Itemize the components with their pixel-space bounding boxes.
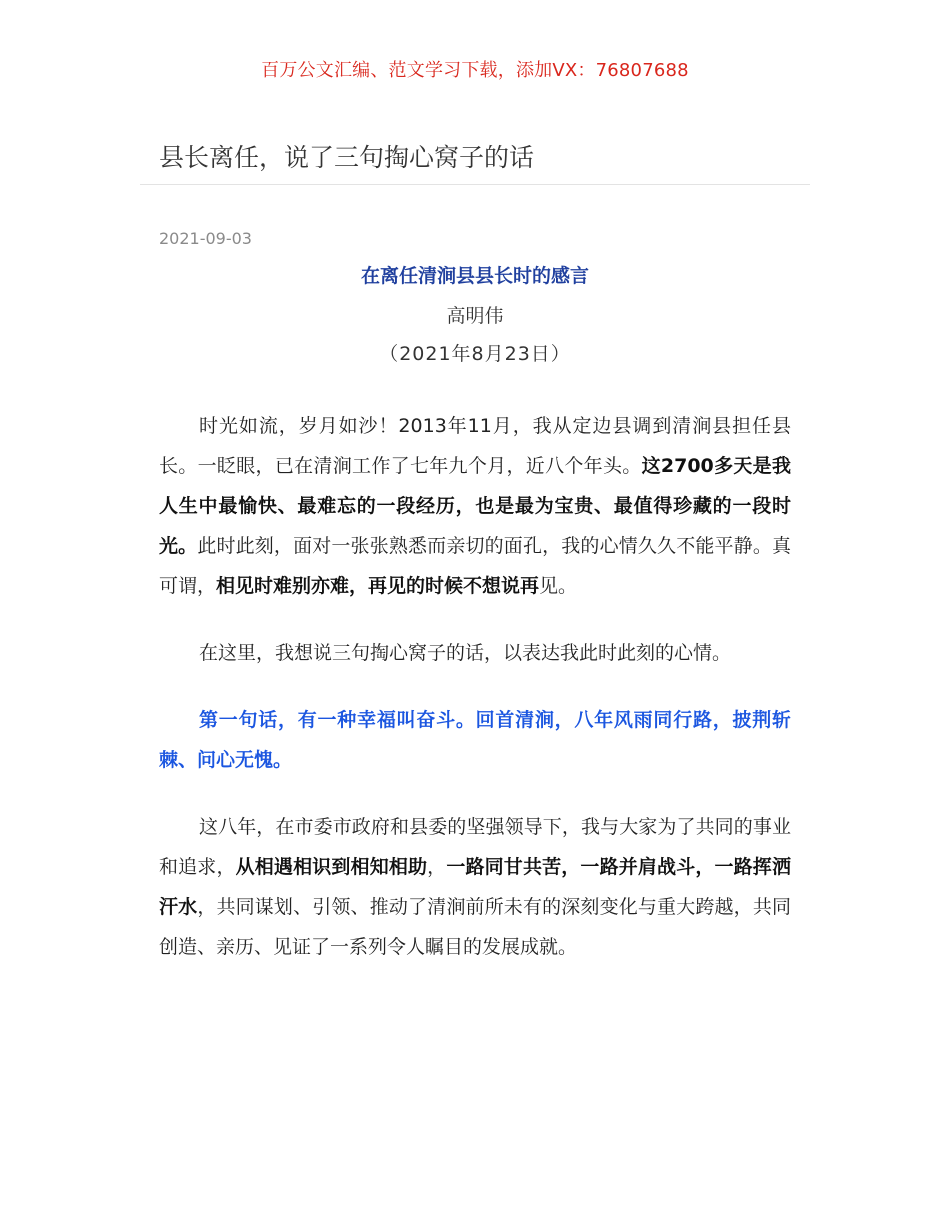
article-author: 高明伟 (446, 305, 504, 327)
article-headline: 在离任清涧县县长时的感言 (360, 265, 589, 287)
paragraph-4-bold-b: 一路同甘共苦，一路并肩战斗，一路挥洒汗水 (159, 856, 791, 918)
page-title: 县长离任，说了三句掏心窝子的话 (159, 143, 535, 172)
paragraph-1 (159, 406, 791, 606)
title-divider (140, 184, 810, 185)
promo-banner: 百万公文汇编、范文学习下载，添加VX：76807688 (261, 60, 689, 81)
paragraph-4 (159, 807, 791, 967)
paragraph-1-bold-b: 相见时难别亦难，再见的时候不想说再 (216, 575, 540, 597)
paragraph-1-bold-a: 这2700多天是我人生中最愉快、最难忘的一段经历，也是最为宝贵、最值得珍藏的一段时光。 (159, 455, 791, 557)
paragraph-1-text-c: 见。 (539, 575, 578, 597)
paragraph-4-bold-a: 从相遇相识到相知相助 (235, 856, 428, 878)
article-speech-date: （2021年8月23日） (379, 343, 571, 365)
section-heading-1: 第一句话，有一种幸福叫奋斗。回首清涧，八年风雨同行路，披荆斩棘、问心无愧。 (159, 709, 791, 771)
paragraph-4-text-b: ， (427, 856, 447, 878)
paragraph-4-text-c: ，共同谋划、引领、推动了清涧前所未有的深刻变化与重大跨越，共同创造、亲历、见证了一系列令人瞩目的发展成就。 (159, 896, 791, 958)
paragraph-2: 在这里，我想说三句掏心窝子的话，以表达我此时此刻的心情。 (199, 642, 732, 664)
paragraph-1-text-a: 时光如流，岁月如沙！2013年11月，我从定边县调到清涧县担任县长。一眨眼，已在清涧工作了七年九个月，近八个年头。 (159, 415, 791, 477)
publish-date: 2021-09-03 (159, 229, 252, 248)
paragraph-4-text-a: 这八年，在市委市政府和县委的坚强领导下，我与大家为了共同的事业和追求， (159, 816, 791, 878)
article-body (159, 262, 791, 967)
paragraph-1-text-b: 此时此刻，面对一张张熟悉而亲切的面孔，我的心情久久不能平静。真可谓， (159, 535, 791, 597)
